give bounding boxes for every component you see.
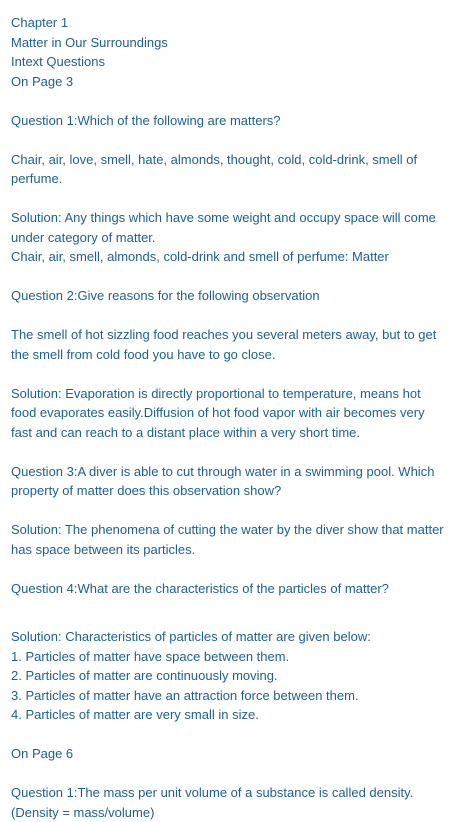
question-4-solution-intro: Solution: Characteristics of particles of matter are given below: <box>11 627 445 647</box>
chapter-label: Chapter 1 <box>11 13 445 33</box>
question-2-text: The smell of hot sizzling food reaches you several meters away, but to get the smell from cold food you have to go close. <box>11 325 445 364</box>
page-6-reference: On Page 6 <box>11 744 445 764</box>
page-reference: On Page 3 <box>11 72 445 92</box>
question-3-heading: Question 3:A diver is able to cut through water in a swimming pool. Which property of matter does this observation show? <box>11 462 445 501</box>
question-1-solution: Solution: Any things which have some weight and occupy space will come under category of matter. <box>11 208 445 247</box>
list-item: 2. Particles of matter are continuously moving. <box>11 666 445 686</box>
question-3-solution: Solution: The phenomena of cutting the water by the diver show that matter has space between its particles. <box>11 520 445 559</box>
question-1-answer: Chair, air, smell, almonds, cold-drink and smell of perfume: Matter <box>11 247 445 267</box>
document-page <box>11 13 445 822</box>
question-1-text: Chair, air, love, smell, hate, almonds, thought, cold, cold-drink, smell of perfume. <box>11 150 445 189</box>
list-item: 3. Particles of matter have an attraction force between them. <box>11 686 445 706</box>
list-item: 4. Particles of matter are very small in size. <box>11 705 445 725</box>
section-label: Intext Questions <box>11 52 445 72</box>
question-2-solution: Solution: Evaporation is directly proportional to temperature, means hot food evaporates easily.Diffusion of hot food vapor with air becomes very fast and can reach to a distant place within a very short time. <box>11 384 445 443</box>
question-2-heading: Question 2:Give reasons for the following observation <box>11 286 445 306</box>
page-6-question-1: Question 1:The mass per unit volume of a substance is called density. <box>11 783 445 803</box>
list-item: 1. Particles of matter have space between them. <box>11 647 445 667</box>
page-6-cut-line: (Density = mass/volume) <box>11 803 445 822</box>
question-1-heading: Question 1:Which of the following are matters? <box>11 111 445 131</box>
chapter-title: Matter in Our Surroundings <box>11 33 445 53</box>
question-4-heading: Question 4:What are the characteristics of the particles of matter? <box>11 579 445 599</box>
